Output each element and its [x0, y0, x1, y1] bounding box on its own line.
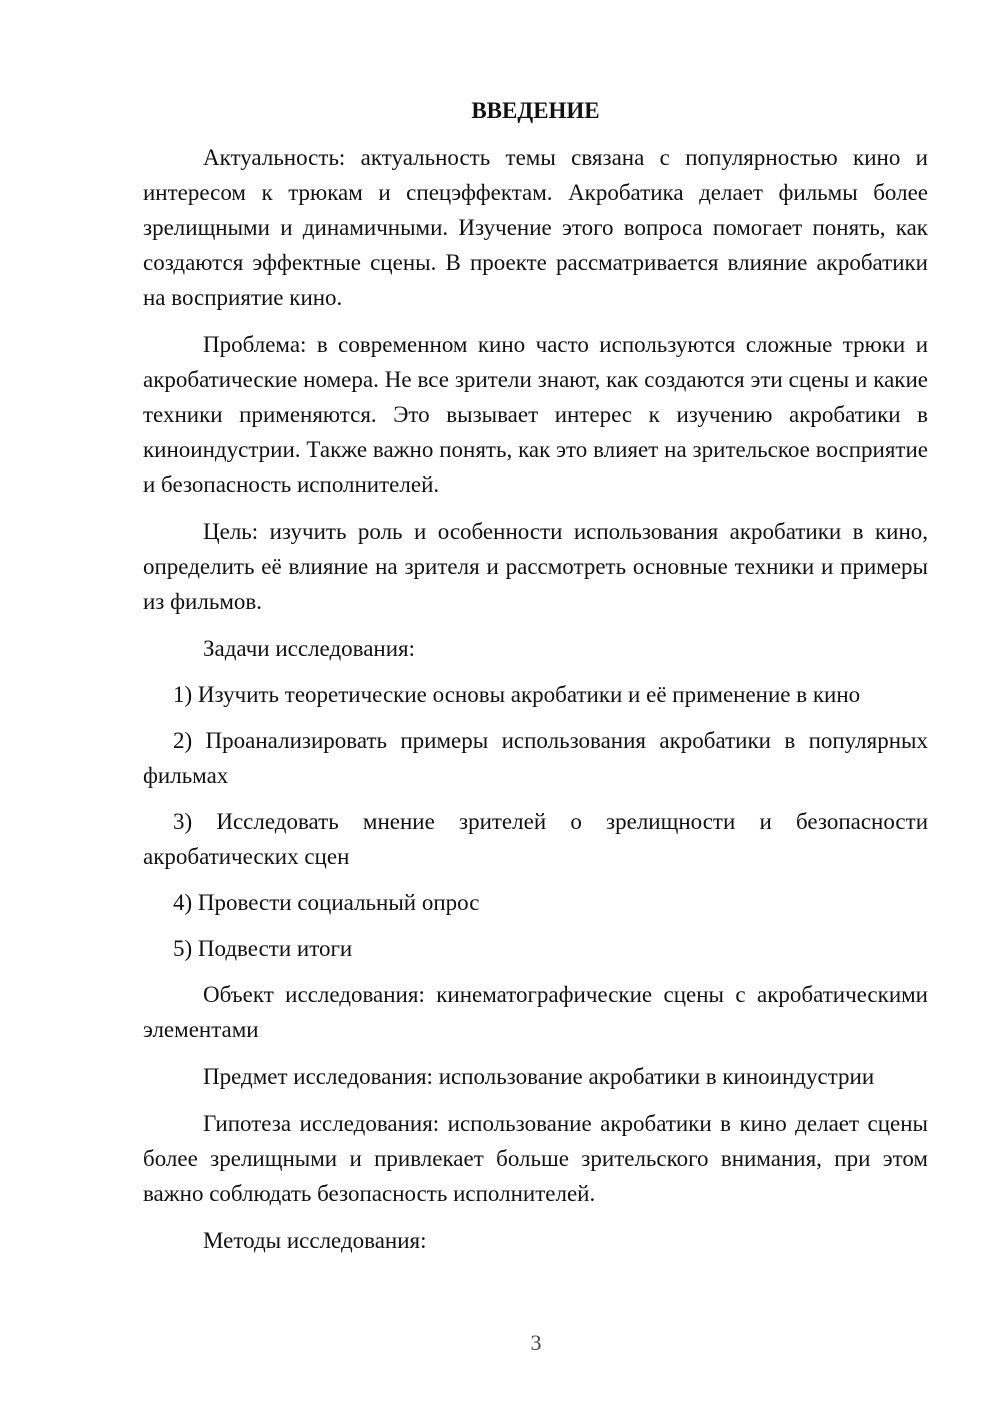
task-item-5: 5) Подвести итоги	[173, 936, 353, 961]
task-item-1: 1) Изучить теоретические основы акробатики и её применение в кино	[173, 682, 861, 707]
section-title: ВВЕДЕНИЕ	[471, 98, 600, 123]
task-item-2: 2) Проанализировать примеры использования акробатики в популярных фильмах	[143, 728, 928, 788]
problem-paragraph: Проблема: в современном кино часто используются сложные трюки и акробатические номера. Не все зрители знают, как создаются эти сцены и какие техники применяются. Это вызывает интерес к изучению акробатики в киноиндустрии. Также важно понять, как это влияет на зрительское восприятие и безопасность исполнителей.	[143, 332, 928, 497]
research-subject: Предмет исследования: использование акробатики в киноиндустрии	[203, 1064, 875, 1089]
methods-heading: Методы исследования:	[203, 1228, 427, 1253]
page-number: 3	[530, 1330, 542, 1355]
page-content	[143, 94, 928, 1269]
task-item-3: 3) Исследовать мнение зрителей о зрелищности и безопасности акробатических сцен	[143, 809, 928, 869]
task-item-4: 4) Провести социальный опрос	[173, 890, 480, 915]
research-object: Объект исследования: кинематографические сцены с акробатическими элементами	[143, 982, 928, 1042]
relevance-paragraph: Актуальность: актуальность темы связана с популярностью кино и интересом к трюкам и спецэффектам. Акробатика делает фильмы более зрелищными и динамичными. Изучение этого вопроса помогает понять, как создаются эффектные сцены. В проекте рассматривается влияние акробатики на восприятие кино.	[143, 145, 928, 310]
research-hypothesis: Гипотеза исследования: использование акробатики в кино делает сцены более зрелищными и привлекает больше зрительского внимания, при этом важно соблюдать безопасность исполнителей.	[143, 1111, 928, 1206]
tasks-heading: Задачи исследования:	[203, 636, 416, 661]
goal-paragraph: Цель: изучить роль и особенности использования акробатики в кино, определить её влияние на зрителя и рассмотреть основные техники и примеры из фильмов.	[143, 519, 928, 614]
